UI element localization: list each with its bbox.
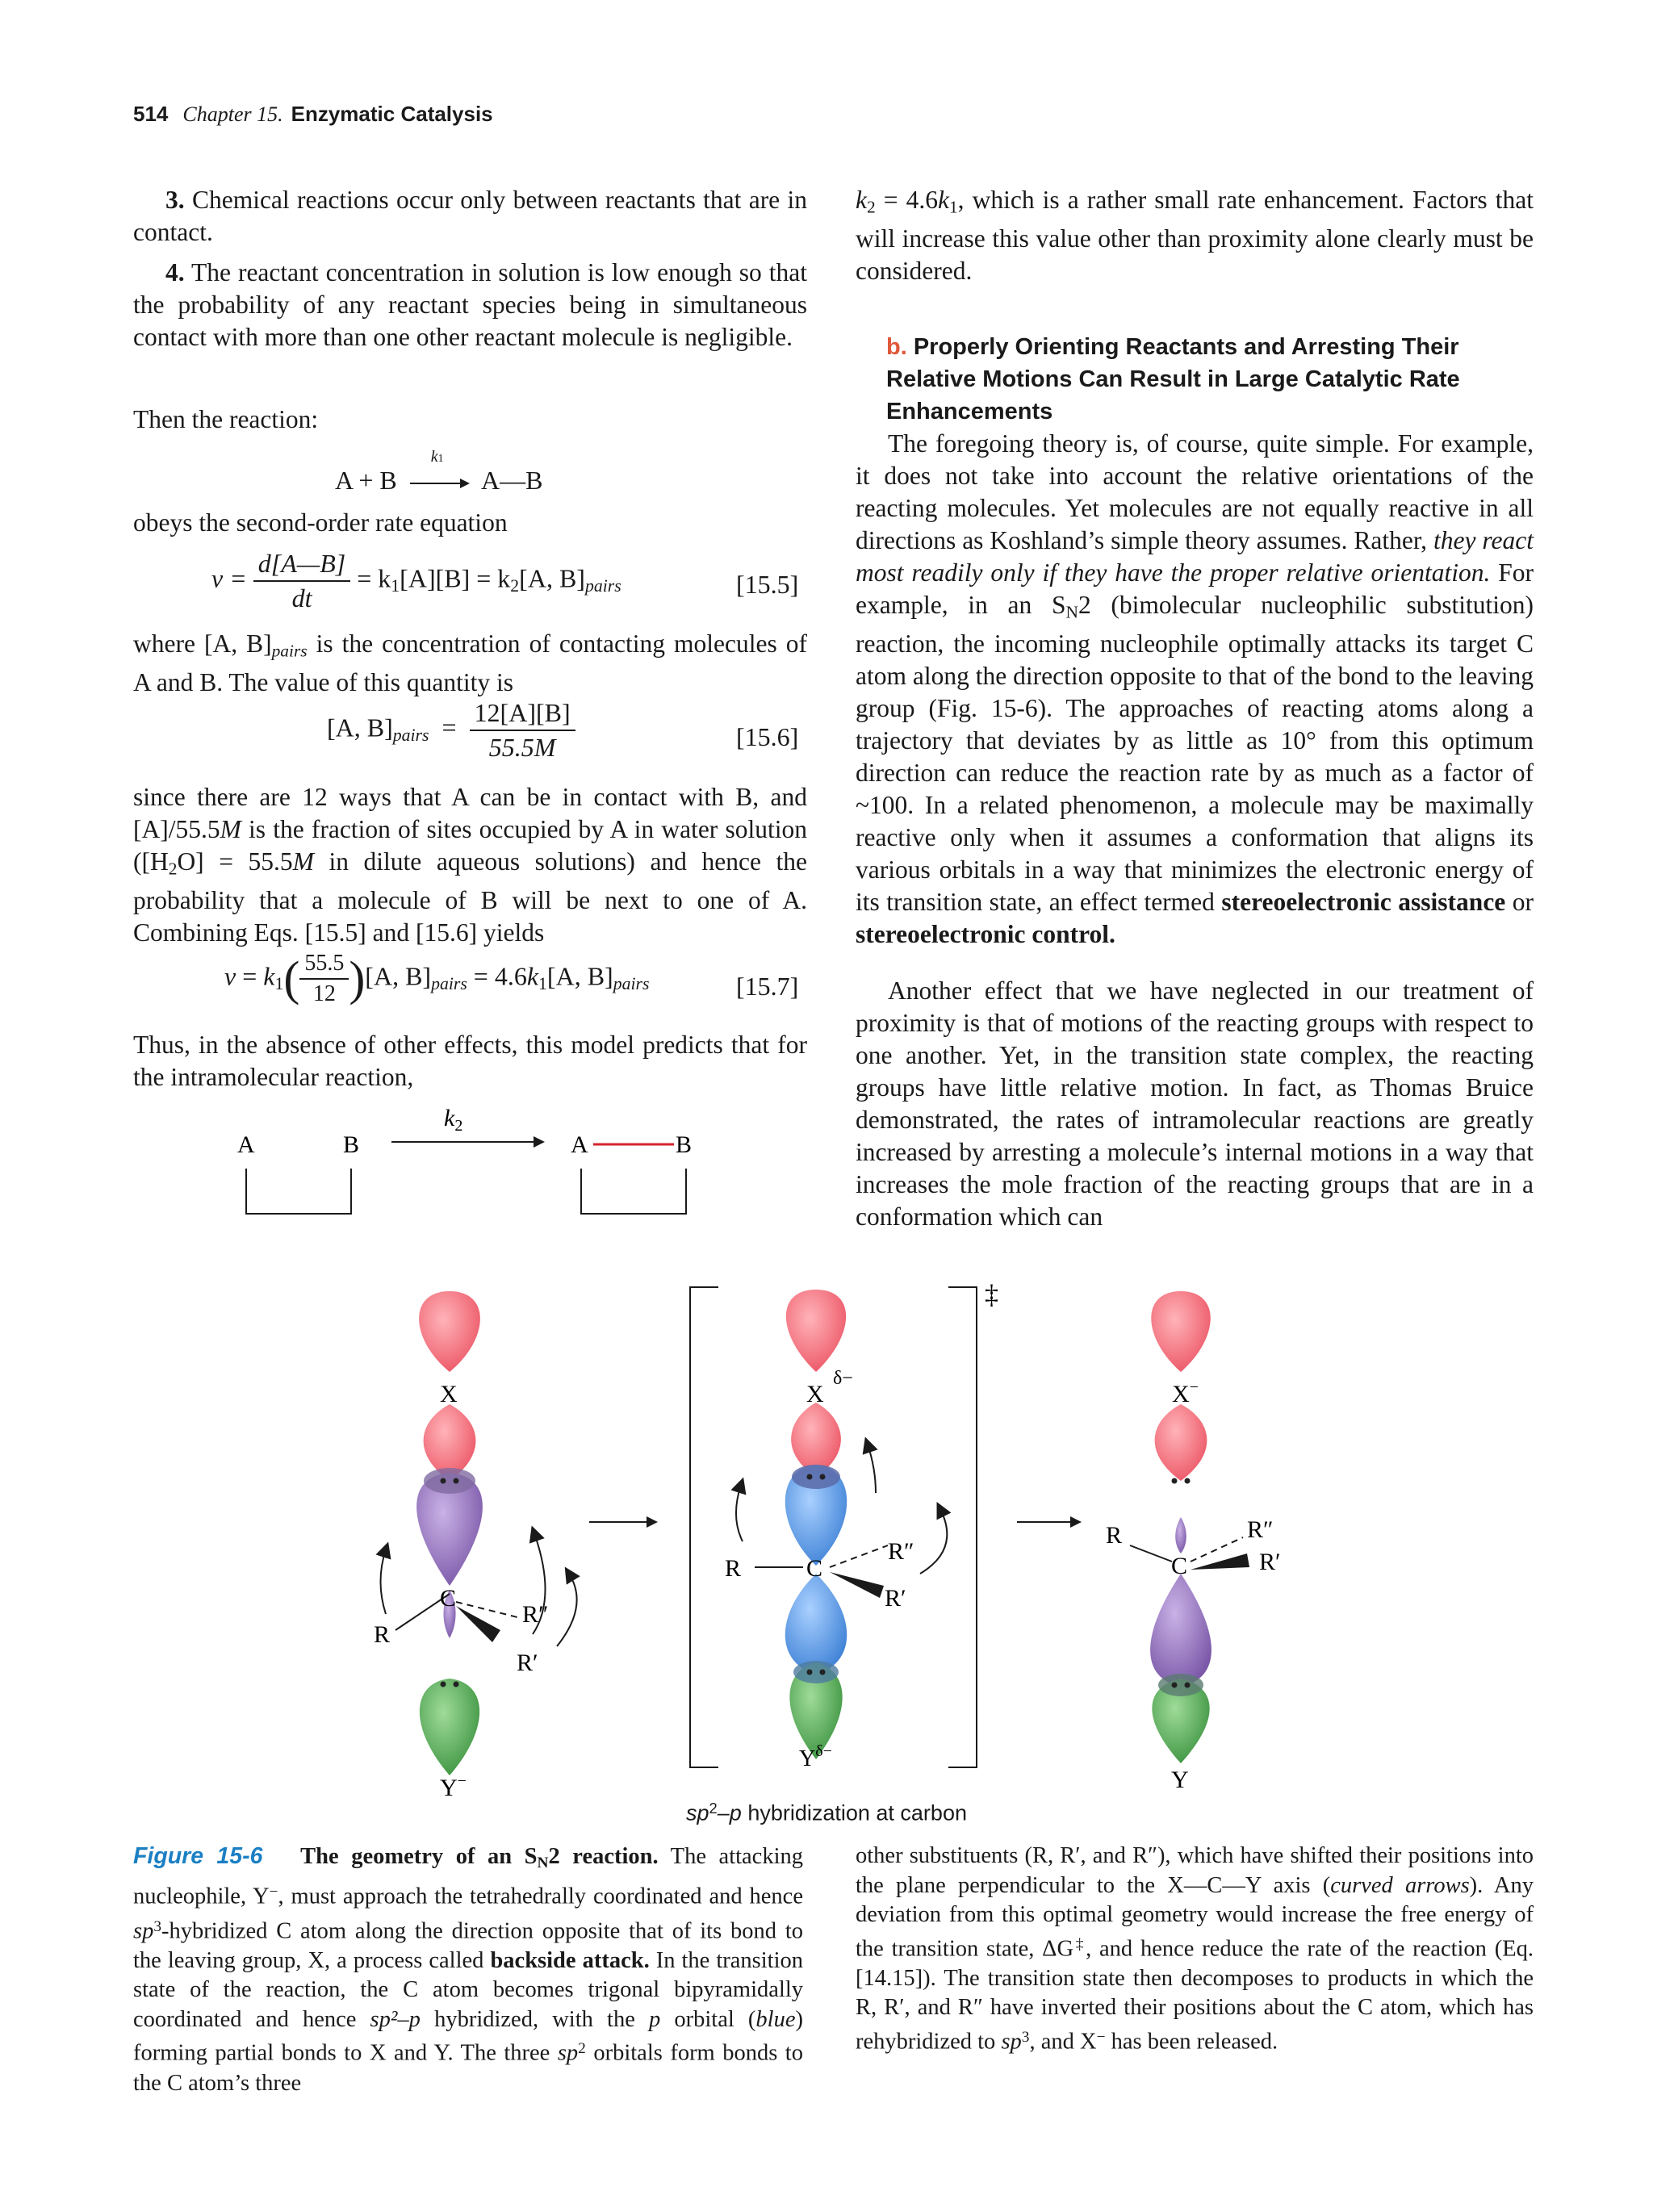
svg-text:C: C: [1171, 1553, 1188, 1579]
svg-text:A: A: [571, 1131, 588, 1158]
figure-caption-left: Figure 15-6 The geometry of an $S_N2$ reaction. The attacking nucleophile, Y−, must approach the tetrahedrally coordinated and hence $sp^3$-hybridized C atom along the direction opposite that of its bond to the leaving group, X, a process called backside attack. In the transition state of the reaction, the C atom becomes trigonal bipyramidally coordinated and hence sp²–p hybridized, with the p orbital (blue) forming partial bonds to X and Y. The three $sp^2$ orbitals form bonds to the C atom’s three: [133, 1843, 804, 2096]
equation-15-7: $v = k_1$( $\frac{55.5}{12}$ )[A, B]pairs = $4.6k_1[A$, B]pairs: [224, 951, 650, 1006]
then-paragraph: Then the reaction:: [133, 405, 319, 433]
x-orbital-back-lobe: [419, 1291, 480, 1372]
svg-text:C: C: [440, 1585, 457, 1612]
svg-text:δ−: δ−: [833, 1368, 853, 1389]
page-number: 514: [133, 102, 169, 126]
svg-text:R′: R′: [885, 1585, 906, 1612]
sn2-figure: [0, 1275, 1653, 1808]
svg-text:R″: R″: [1247, 1516, 1274, 1543]
svg-text:C: C: [806, 1555, 823, 1582]
intramolecular-reaction: [218, 1106, 718, 1227]
svg-text:A: A: [237, 1131, 255, 1158]
p-orbital-lower-lobe: [785, 1574, 847, 1675]
since-paragraph: since there are 12 ways that A can be in contact with B, and [A]/55.5M is the fraction of sites occupied by A in water solution ($[H_2O] = 55.5M$ in dilute aqueous solutions) and hence the probability that a molecule of B will be next to one of A. Combining Eqs. [15.5] and [15.6] yields: [133, 783, 807, 947]
chapter-label: Chapter 15.: [182, 102, 283, 126]
nucleophile-orbital: [420, 1679, 479, 1775]
figure-caption-right: other substituents (R, R′, and R″), which have shifted their positions into the plane perpendicular to the X—C—Y axis (curved arrows). Any deviation from this optimal geometry would increase the free energy of the transition state, ΔG‡, and hence reduce the rate of the reaction (Eq. [14.15]). The transition state then decomposes to products in which the R, R′, and R″ have inverted their positions about the C atom, which has rehybridized to $sp^3$, and X− has been released.: [856, 1843, 1534, 2055]
svg-text:R′: R′: [517, 1650, 538, 1676]
svg-text:B: B: [676, 1131, 693, 1158]
svg-text:X−: X−: [1172, 1378, 1199, 1407]
where-paragraph: where [A, B]pairs is the concentration of contacting molecules of A and B. The value of this quantity is: [133, 629, 807, 697]
equation-15-5-number: [15.5]: [736, 570, 799, 599]
orientation-paragraph: The foregoing theory is, of course, quite simple. For example, it does not take into account the relative orientations of the reacting molecules. Yet molecules are not equally reactive in all directions as Koshland’s simple theory assumes. Rather, they react most readily only if they have the proper relative orientation. For example, in an $S_N2$ (bimolecular nucleophilic substitution) reaction, the incoming nucleophile optimally attacks its target C atom along the direction opposite to that of the bond to the leaving group (Fig. 15-6). The approaches of reacting atoms along a trajectory that deviates by as little as 10° from this optimum direction can reduce the reaction rate by as much as a factor of ~100. In a related phenomenon, a molecule may be maximally reactive only when it assumes a conformation that aligns its various orbitals in a way that minimizes the electronic energy of its transition state, an effect termed stereoelectronic assistance or stereoelectronic control.: [856, 429, 1534, 949]
svg-text:B: B: [343, 1131, 360, 1158]
equation-15-7-number: [15.7]: [736, 972, 799, 1001]
svg-text:R″: R″: [522, 1601, 549, 1628]
equation-15-5: v = $\frac{d[A—B]}{dt}$ = $k_1[A][B] = k_2[A$, B]pairs: [211, 549, 621, 613]
item-4: 4. The reactant concentration in solution is low enough so that the probability of any reactant species being in simultaneous contact with more than one other reactant molecule is negligible.: [133, 258, 807, 351]
hybridization-label: $sp^2-p$ hybridization at carbon: [686, 1800, 967, 1825]
svg-text:R: R: [374, 1621, 391, 1648]
svg-text:Yδ−: $Y^{\delta-}$: [799, 1742, 832, 1771]
svg-text:R″: R″: [888, 1538, 914, 1565]
thus-paragraph: Thus, in the absence of other effects, this model predicts that for the intramolecular reaction,: [133, 1031, 807, 1091]
svg-text:Y: Y: [1171, 1767, 1189, 1793]
svg-text:X: X: [806, 1381, 824, 1407]
svg-text:R′: R′: [1259, 1549, 1281, 1575]
running-header: [133, 102, 493, 127]
item-3: 3. Chemical reactions occur only between reactants that are in contact.: [133, 186, 807, 246]
reaction-1: A + B k1 A—B: [335, 448, 543, 495]
reactant-structure: [374, 1291, 577, 1801]
svg-text:X: X: [440, 1381, 458, 1407]
equation-15-6: [A, B]pairs = $\frac{12[A][B]}{55.5M}$: [327, 698, 575, 763]
svg-text:R: R: [725, 1555, 742, 1582]
svg-text:k2: $k_2$: [444, 1106, 463, 1135]
svg-text:‡: ‡: [985, 1280, 998, 1310]
equation-15-6-number: [15.6]: [736, 722, 799, 751]
motions-paragraph: Another effect that we have neglected in our treatment of proximity is that of motions of the reacting groups with respect to one another. Yet, in the transition state complex, the reacting groups have little relative motion. In fact, as Thomas Bruice demonstrated, the rates of intramolecular reactions are greatly increased by arresting a molecule’s internal motions in a way that increases the mole fraction of the reacting groups that are in a conformation which can: [856, 976, 1534, 1231]
svg-text:Y−: Y−: [440, 1772, 467, 1801]
obeys-paragraph: obeys the second-order rate equation: [133, 508, 508, 537]
section-heading-b: b. Properly Orienting Reactants and Arresting Their Relative Motions Can Result in Large Catalytic Rate Enhancements: [886, 334, 1460, 424]
transition-state-structure: [725, 1290, 947, 1771]
product-structure: [1106, 1291, 1281, 1793]
chapter-title: Enzymatic Catalysis: [291, 102, 493, 126]
k2-paragraph: $k_2 = 4.6k_1$, which is a rather small rate enhancement. Factors that will increase this value other than proximity alone clearly must be considered.: [856, 186, 1534, 286]
svg-text:R: R: [1106, 1522, 1123, 1549]
